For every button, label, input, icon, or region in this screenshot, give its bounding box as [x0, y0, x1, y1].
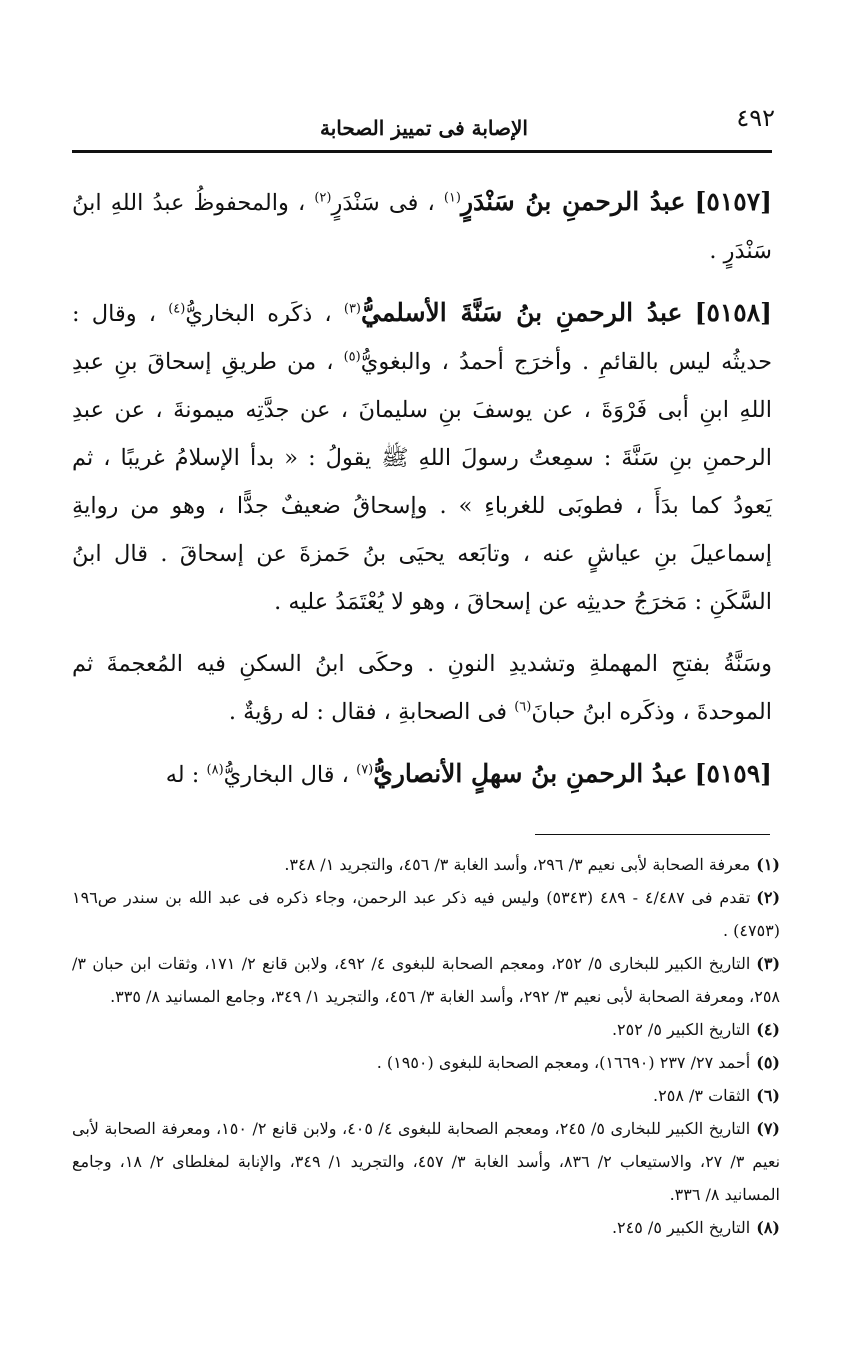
entry-text: ، من طريقِ إسحاقَ بنِ عبدِ اللهِ ابنِ أبى فَرْوَةَ ، عن يوسفَ بنِ سليمانَ ، عن جدَّتِه ميمونةَ ، عن عبدِ الرحمنِ بنِ سَنَّةَ : سمِعتُ رسولَ اللهِ ﷺ يقولُ : « بدأ الإسلامُ غريبًا ، ثم يَعودُ كما بدَأَ ، فطوبَى للغرباءِ » . وإسحاقُ ضعيفٌ جدًّا ، وهو من روايةِ إسماعيلَ بنِ عياشٍ عنه ، وتابَعه يحيَى بنُ حَمزةَ عن إسحاقَ . قال ابنُ السَّكَنِ : مَخرَجُ حديثِه عن إسحاقَ ، وهو لا يُعْتَمَدُ عليه .: [72, 349, 772, 615]
footnote-ref[interactable]: (٥): [343, 349, 361, 365]
footnote-label: (١): [756, 855, 780, 874]
footnote: [72, 1079, 780, 1112]
footnote-text: التاريخ الكبير للبخارى ٥/ ٢٥٢، ومعجم الصحابة للبغوى ٤/ ٤٩٢، ولابن قانع ٢/ ١٧١، وثقات ابن حبان ٣/ ٢٥٨، ومعرفة الصحابة لأبى نعيم ٣/ ٢٩٢، وأسد الغابة ٣/ ٤٥٦، والتجريد ١/ ٣٤٩، وجامع المسانيد ٨/ ٣٣٥.: [72, 954, 780, 1006]
entry-text: : له: [165, 762, 200, 788]
entry-text: ، فى سَنْدَرٍ: [331, 190, 435, 216]
footnote-ref[interactable]: (٦): [514, 699, 532, 715]
footnote-text: التاريخ الكبير ٥/ ٢٤٥.: [611, 1218, 751, 1237]
main-text: [72, 178, 772, 813]
footnote: [72, 1046, 780, 1079]
footnote: [72, 1211, 780, 1244]
entry-number: [٥١٥٧]: [694, 187, 772, 216]
footnote-ref[interactable]: (٧): [356, 762, 374, 778]
footnote-label: (٤): [756, 1020, 780, 1039]
footnote-text: الثقات ٣/ ٢٥٨.: [653, 1086, 751, 1105]
footnote: [72, 1013, 780, 1046]
paragraph-note: [72, 640, 772, 736]
running-head: [70, 104, 775, 144]
entry-heading: عبدُ الرحمنِ بنُ سهلٍ الأنصاريُّ: [373, 759, 688, 788]
header-rule: [72, 150, 772, 153]
entry-number: [٥١٥٨]: [694, 298, 772, 327]
entry-5158: [72, 289, 772, 626]
footnote: [72, 1112, 780, 1211]
footnote-label: (٣): [756, 954, 781, 973]
footnote-text: معرفة الصحابة لأبى نعيم ٣/ ٢٩٦، وأسد الغابة ٣/ ٤٥٦، والتجريد ١/ ٣٤٨.: [284, 855, 751, 874]
footnote-text: التاريخ الكبير ٥/ ٢٥٢.: [611, 1020, 751, 1039]
footnote-text: أحمد ٢٧/ ٢٣٧ (١٦٦٩٠)، ومعجم الصحابة للبغوى (١٩٥٠) .: [376, 1053, 751, 1072]
footnote-ref[interactable]: (٣): [343, 301, 361, 317]
footnote-label: (٦): [756, 1086, 780, 1105]
footnote-text: التاريخ الكبير للبخارى ٥/ ٢٤٥، ومعجم الصحابة للبغوى ٤/ ٤٠٥، ولابن قانع ٢/ ١٥٠، ومعرفة الصحابة لأبى نعيم ٣/ ٢٧، والاستيعاب ٢/ ٨٣٦، وأسد الغابة ٣/ ٤٥٧، والتجريد ١/ ٣٤٩، والإنابة لمغلطاى ٢/ ١٨، وجامع المسانيد ٨/ ٣٣٦.: [72, 1119, 781, 1204]
footnote: [72, 848, 780, 881]
paragraph-text: فى الصحابةِ ، فقال : له رؤيةٌ .: [228, 699, 508, 725]
entry-text: ، وقال : حديثُه ليس بالقائمِ . وأخرَج أحمدُ ، والبغويُّ: [72, 301, 772, 375]
footnote-label: (٧): [756, 1119, 780, 1138]
footnote-text: تقدم فى ٤/٤٨٧ - ٤٨٩ (٥٣٤٣) وليس فيه ذكر عبد الرحمن، وجاء ذكره فى عبد الله بن سندر ص١٩٦ (٤٧٥٣) .: [72, 888, 780, 940]
entry-text: ، والمحفوظُ عبدُ اللهِ ابنُ سَنْدَرٍ .: [72, 190, 772, 264]
footnote: [72, 881, 780, 947]
entry-heading: عبدُ الرحمنِ بنُ سَنْدَرٍ: [460, 187, 686, 216]
footnote-ref[interactable]: (١): [443, 190, 461, 206]
entry-text: ، ذكَره البخاريُّ: [185, 301, 332, 327]
footnote-ref[interactable]: (٢): [314, 190, 332, 206]
entry-text: ، قال البخاريُّ: [223, 762, 349, 788]
footnote-label: (٨): [756, 1218, 780, 1237]
entry-5159: [72, 750, 772, 799]
footnote-ref[interactable]: (٨): [206, 762, 224, 778]
footnote-label: (٢): [756, 888, 781, 907]
page-number: ٤٩٢: [736, 104, 775, 132]
footnotes: [72, 848, 780, 1244]
footnotes-rule: [535, 834, 770, 835]
footnote: [72, 947, 780, 1013]
entry-5157: [72, 178, 772, 275]
paragraph-text: وسَنَّةُ بفتحِ المهملةِ وتشديدِ النونِ . وحكَى ابنُ السكنِ فيه المُعجمةَ ثم الموحدةَ ، وذكَره ابنُ حبانَ: [72, 651, 772, 725]
footnote-label: (٥): [756, 1053, 780, 1072]
entry-heading: عبدُ الرحمنِ بنُ سَنَّةَ الأسلميُّ: [361, 298, 683, 327]
footnote-ref[interactable]: (٤): [168, 301, 186, 317]
entry-number: [٥١٥٩]: [694, 759, 772, 788]
header-title: الإصابة فى تمييز الصحابة: [320, 116, 528, 140]
